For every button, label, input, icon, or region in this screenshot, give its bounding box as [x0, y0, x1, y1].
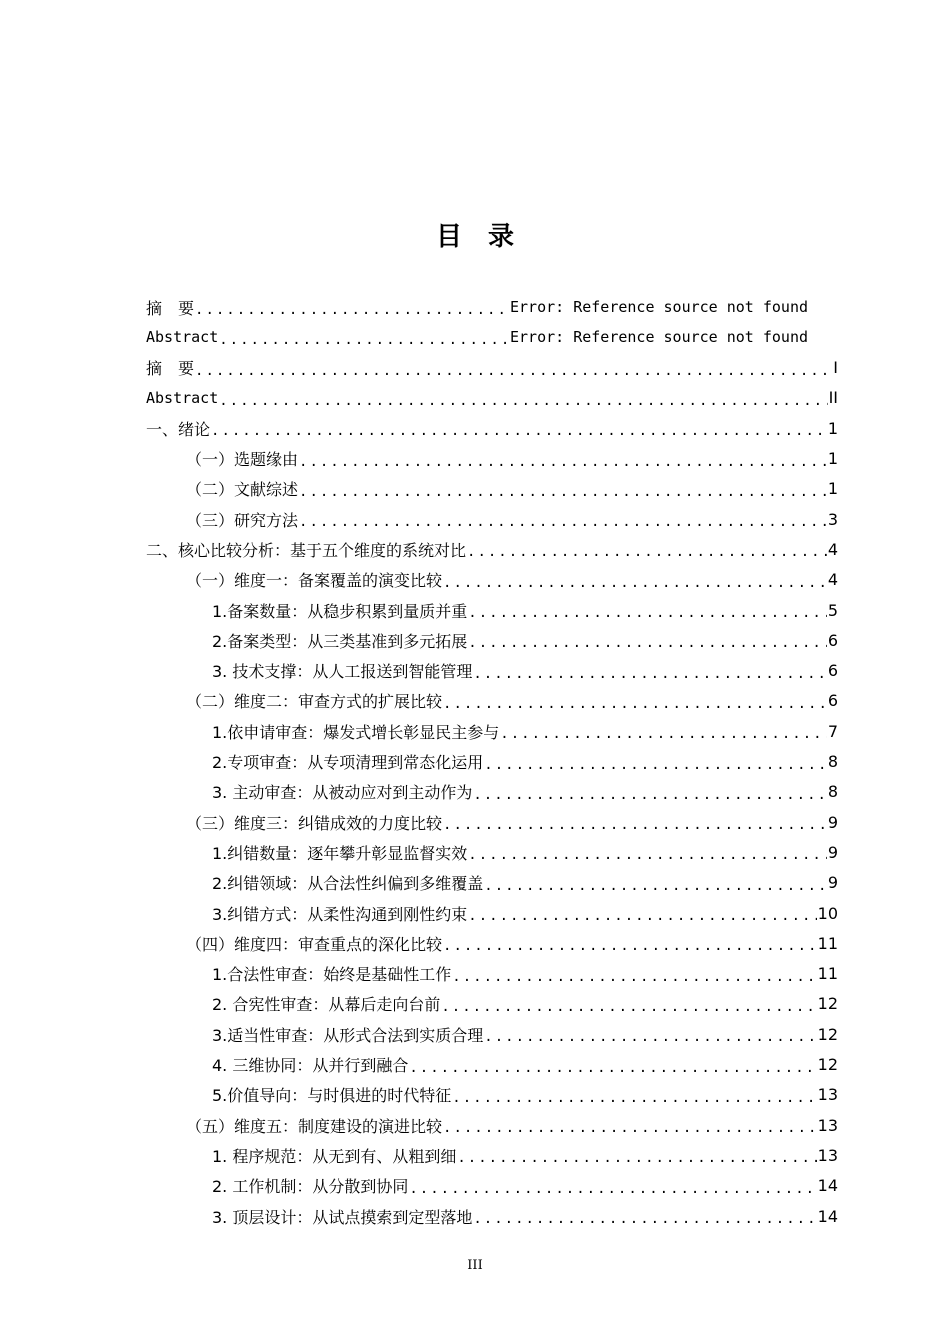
- toc-entry[interactable]: [186, 444, 838, 474]
- toc-entry[interactable]: [186, 1110, 838, 1140]
- toc-entry-page: 8: [827, 782, 838, 802]
- toc-entry-label: 摘 要: [146, 359, 195, 379]
- toc-leader-dots: [468, 847, 827, 863]
- toc-leader-dots: [443, 575, 827, 591]
- toc-entry[interactable]: [212, 837, 838, 867]
- toc-leader-dots: [195, 302, 509, 318]
- toc-entry-page: 10: [817, 903, 838, 923]
- toc-entry-page: 13: [817, 1085, 838, 1105]
- toc-entry[interactable]: [212, 1080, 838, 1110]
- toc-leader-dots: [467, 544, 827, 560]
- toc-entry-page: II: [828, 388, 838, 408]
- toc-leader-dots: [500, 726, 827, 742]
- toc-entry-page: 3: [827, 509, 838, 529]
- toc-entry-label: 1.合法性审查：始终是基础性工作: [212, 965, 452, 985]
- toc-entry-page: 9: [827, 842, 838, 862]
- toc-entry[interactable]: [146, 383, 838, 413]
- toc-leader-dots: [473, 1211, 816, 1227]
- toc-entry-page: 1: [827, 479, 838, 499]
- toc-leader-dots: [457, 1150, 816, 1166]
- toc-entry-label: 3. 主动审查：从被动应对到主动作为: [212, 783, 473, 803]
- toc-entry-page: 11: [817, 933, 838, 953]
- toc-entry-label: 2.纠错领域：从合法性纠偏到多维覆盖: [212, 874, 484, 894]
- toc-entry-label: 1.备案数量：从稳步积累到量质并重: [212, 601, 468, 621]
- toc-entry-page: 6: [827, 661, 838, 681]
- toc-leader-dots: [468, 908, 816, 924]
- toc-entry-page: 6: [827, 691, 838, 711]
- toc-entry[interactable]: [212, 1019, 838, 1049]
- toc-entry[interactable]: [212, 777, 838, 807]
- toc-entry[interactable]: [212, 747, 838, 777]
- toc-leader-dots: [443, 938, 817, 954]
- toc-entry[interactable]: [186, 928, 838, 958]
- toc-entry-page: 8: [827, 752, 838, 771]
- toc-leader-dots: [299, 484, 827, 500]
- toc-entry-page: 5: [827, 600, 838, 620]
- toc-entry-label: 2.专项审查：从专项清理到常态化运用: [212, 753, 484, 772]
- toc-entry-label: 2. 合宪性审查：从幕后走向台前: [212, 995, 441, 1015]
- toc-leader-dots: [219, 332, 509, 348]
- toc-entry-page: 12: [817, 1024, 838, 1044]
- toc-entry-page: 13: [817, 1145, 838, 1165]
- toc-entry[interactable]: [212, 1050, 838, 1080]
- toc-entry-label: 摘 要: [146, 298, 195, 318]
- toc-entry[interactable]: [186, 807, 838, 837]
- toc-entry-page: 12: [817, 994, 838, 1014]
- toc-leader-dots: [195, 363, 832, 379]
- toc-entry[interactable]: [146, 322, 808, 352]
- toc-entry[interactable]: [186, 504, 838, 534]
- toc-entry-page: 7: [827, 721, 838, 741]
- toc-entry[interactable]: [212, 656, 838, 686]
- toc-leader-dots: [452, 969, 816, 985]
- toc-entry-error: Error: Reference source not found: [509, 298, 808, 316]
- toc-entry[interactable]: [212, 959, 838, 989]
- page-title: 目 录: [435, 222, 514, 252]
- toc-entry-page: 12: [817, 1055, 838, 1074]
- toc-entry-label: 3.适当性审查：从形式合法到实质合理: [212, 1025, 484, 1045]
- toc-entry-page: 4: [827, 570, 838, 590]
- toc-entry[interactable]: [212, 716, 838, 746]
- toc-entry-page: 14: [817, 1206, 838, 1226]
- toc-entry-page: 6: [827, 630, 838, 650]
- toc-entry[interactable]: [186, 565, 838, 595]
- toc-leader-dots: [473, 787, 826, 803]
- toc-entry-label: 2. 工作机制：从分散到协同: [212, 1177, 409, 1197]
- toc-entry-label: （一）维度一：备案覆盖的演变比较: [186, 571, 443, 591]
- toc-entry-page: 4: [827, 539, 838, 559]
- toc-entry-label: 1.纠错数量：逐年攀升彰显监督实效: [212, 843, 468, 863]
- toc-entry-page: 13: [817, 1115, 838, 1135]
- toc-leader-dots: [443, 1120, 817, 1136]
- toc-entry[interactable]: [212, 1201, 838, 1231]
- toc-entry-label: （一）选题缘由: [186, 450, 299, 469]
- toc-entry[interactable]: [146, 534, 838, 564]
- toc-leader-dots: [409, 1181, 816, 1197]
- toc-entry-label: （二）维度二：审查方式的扩展比较: [186, 692, 443, 712]
- toc-entry[interactable]: [186, 686, 838, 716]
- toc-entry[interactable]: [212, 595, 838, 625]
- toc-entry-label: 5.价值导向：与时俱进的时代特征: [212, 1086, 452, 1106]
- toc-entry-label: （三）研究方法: [186, 510, 299, 530]
- toc-entry-label: 一、绪论: [146, 419, 211, 439]
- toc-entry-label: （三）维度三：纠错成效的力度比较: [186, 813, 443, 833]
- toc-entry[interactable]: [212, 1140, 838, 1170]
- toc-leader-dots: [468, 605, 827, 621]
- toc-entry[interactable]: [212, 868, 838, 898]
- toc-entry-page: 9: [827, 873, 838, 893]
- toc-entry-page: 1: [827, 418, 838, 438]
- toc-entry-page: 14: [817, 1176, 838, 1196]
- toc-entry-page: 1: [827, 449, 838, 468]
- toc-leader-dots: [484, 878, 827, 894]
- toc-entry-label: （二）文献综述: [186, 480, 299, 500]
- toc-leader-dots: [484, 757, 827, 773]
- toc-entry-page: I: [833, 358, 838, 378]
- toc-entry[interactable]: [212, 1171, 838, 1201]
- toc-leader-dots: [484, 1029, 816, 1045]
- toc-leader-dots: [473, 666, 826, 682]
- toc-entry-label: 1.依申请审查：爆发式增长彰显民主参与: [212, 722, 500, 742]
- toc-entry[interactable]: [186, 474, 838, 504]
- toc-entry[interactable]: [212, 898, 838, 928]
- toc-entry[interactable]: [146, 292, 808, 322]
- toc-entry[interactable]: [146, 413, 838, 443]
- toc-entry[interactable]: [212, 625, 838, 655]
- toc-entry-error: Error: Reference source not found: [509, 328, 808, 347]
- toc-entry-label: 3. 顶层设计：从试点摸索到定型落地: [212, 1207, 473, 1227]
- toc-leader-dots: [443, 817, 827, 833]
- toc-leader-dots: [443, 696, 827, 712]
- toc-entry-label: 1. 程序规范：从无到有、从粗到细: [212, 1146, 457, 1166]
- toc-leader-dots: [299, 454, 827, 470]
- toc-entry-page: 9: [827, 812, 838, 832]
- toc-leader-dots: [441, 999, 816, 1015]
- toc-leader-dots: [468, 635, 827, 651]
- toc-entry-label: 4. 三维协同：从并行到融合: [212, 1056, 409, 1075]
- toc-entry-label: （四）维度四：审查重点的深化比较: [186, 934, 443, 954]
- toc-leader-dots: [409, 1060, 816, 1076]
- toc-entry[interactable]: [146, 353, 838, 383]
- toc-entry[interactable]: [212, 989, 838, 1019]
- toc-entry-label: 3. 技术支撑：从人工报送到智能管理: [212, 662, 473, 682]
- toc-leader-dots: [219, 393, 827, 409]
- page-number: III: [467, 1258, 483, 1273]
- toc-entry-label: （五）维度五：制度建设的演进比较: [186, 1116, 443, 1136]
- toc-entry-label: Abstract: [146, 328, 219, 347]
- toc-entry-label: 3.纠错方式：从柔性沟通到刚性约束: [212, 904, 468, 924]
- toc-entry-label: Abstract: [146, 388, 219, 407]
- toc-leader-dots: [299, 514, 827, 530]
- toc-leader-dots: [211, 423, 827, 439]
- toc-entry-label: 二、核心比较分析：基于五个维度的系统对比: [146, 540, 467, 560]
- toc-leader-dots: [452, 1090, 816, 1106]
- toc-entry-label: 2.备案类型：从三类基准到多元拓展: [212, 631, 468, 651]
- toc-entry-page: 11: [817, 964, 838, 984]
